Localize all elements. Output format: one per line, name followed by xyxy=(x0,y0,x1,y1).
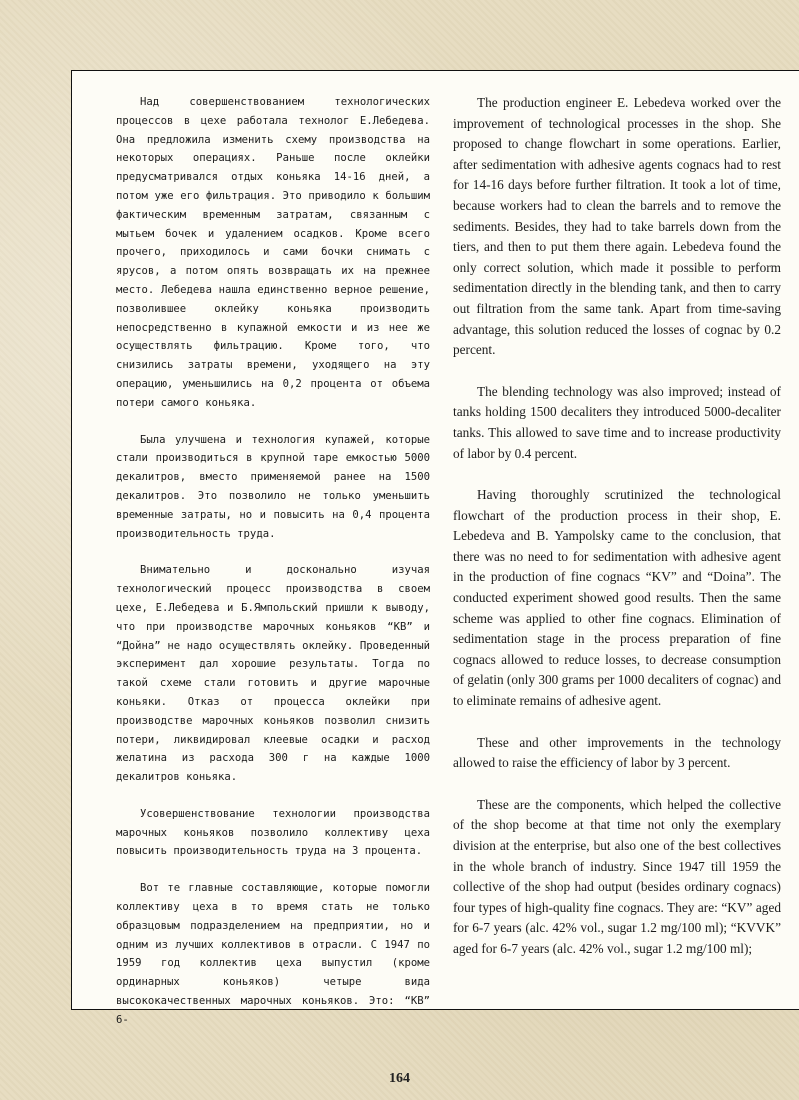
english-paragraph-4: These and other improvements in the technology allowed to raise the efficiency of labor by 3 percent. xyxy=(453,734,781,771)
english-paragraph-2: The blending technology was also improved; instead of tanks holding 1500 decaliters they introduced 5000-decaliter tanks. This allowed to save time and to increase productivity of labor by 0.4 percent. xyxy=(453,383,781,461)
english-paragraph-1: The production engineer E. Lebedeva worked over the improvement of technological processes in the shop. She proposed to change flowchart in some operations. Earlier, after sedimentation with adhesive agents cognacs had to rest for 14-16 days before further filtration. It took a lot of time, because workers had to clean the barrels and to remove the sediments. Besides, they had to take barrels down from the tiers, and then to put them there again. Lebedeva found the only correct solution, which made it possible to perform sedimentation directly in the blending tank, and then to carry out filtration from the same tank. Apart from time-saving advantage, this solution reduced the losses of cognac by 0.2 percent. xyxy=(453,95,781,358)
english-paragraph-3: Having thoroughly scrutinized the technological flowchart of the production process in their shop, E. Lebedeva and B. Yampolsky came to the conclusion, that there was no need to for sedimentation with adhesive agent in the production of fine cognacs “KV” and “Doina”. The conducted experiment showed good results. Then the same scheme was applied to other fine cognacs. Elimination of sedimentation stage in the process preparation of fine cognacs allowed to reduce losses, to decrease consumption of gelatin (only 300 grams per 1000 decaliters of cognac) and to eliminate remains of adhesive agent. xyxy=(453,487,781,709)
english-column xyxy=(453,93,781,960)
text-panel xyxy=(71,70,799,1026)
russian-paragraph-4: Усовершенствование технологии производства марочных коньяков позволило коллективу цеха повысить производительность труда на 3 процента. xyxy=(116,807,430,858)
english-paragraph-5: These are the components, which helped the collective of the shop become at that time not only the exemplary division at the enterprise, but also one of the best collectives in the whole branch of industry. Since 1947 till 1959 the collective of the shop had output (besides ordinary cognacs) four types of high-quality fine cognacs. They are: “KV” aged for 6-7 years (alc. 42% vol., sugar 1.2 mg/100 ml); “KVVK” aged for 6-7 years (alc. 42% vol., sugar 1.2 mg/100 ml); xyxy=(453,796,781,956)
russian-paragraph-3: Внимательно и досконально изучая технологический процесс производства в своем цехе, Е.Лебедева и Б.Ямпольский пришли к выводу, что при производстве марочных коньяков “КВ” и “Дойна” не надо осуществлять оклейку. Проведенный эксперимент дал хорошие результаты. Тогда по такой схеме стали готовить и другие марочные коньяки. Отказ от процесса оклейки при производстве марочных коньяков позволил снизить потери, ликвидировал клеевые осадки и расход желатина из расхода 300 г на каждые 1000 декалитров коньяка. xyxy=(116,564,430,784)
russian-paragraph-1: Над совершенствованием технологических процессов в цехе работала технолог Е.Лебедева. Она предложила изменить схему производства на некоторых операциях. Раньше после оклейки предусматривался отдых коньяка 14-16 дней, а потом уже его фильтрация. Это приводило к большим фактическим временным затратам, связанным с мытьем бочек и удалением осадков. Кроме всего прочего, приходилось и сами бочки снимать с ярусов, а потом опять возвращать их на прежнее место. Лебедева нашла единственно верное решение, позволившее оклейку коньяка производить непосредственно в купажной емкости и из нее же осуществлять фильтрацию. Кроме того, что снизились затраты времени, уходящего на эту операцию, уменьшились на 0,2 процента от объема потери самого коньяка. xyxy=(116,96,430,409)
russian-paragraph-2: Была улучшена и технология купажей, которые стали производиться в крупной таре емкостью 5000 декалитров, вместо применяемой ранее на 1500 декалитров. Это позволило не только уменьшить временные затраты, но и повысить на 0,4 процента производительность труда. xyxy=(116,433,430,540)
russian-paragraph-5: Вот те главные составляющие, которые помогли коллективу цеха в то время стать не только образцовым подразделением на предприятии, но и одним из лучших коллективов в отрасли. С 1947 по 1959 год коллектив цеха выпустил (кроме ординарных коньяков) четыре вида высококачественных марочных коньяков. Это: “КВ” 6- xyxy=(116,882,430,1026)
page-number: 164 xyxy=(389,1071,410,1086)
russian-column xyxy=(116,93,430,1030)
